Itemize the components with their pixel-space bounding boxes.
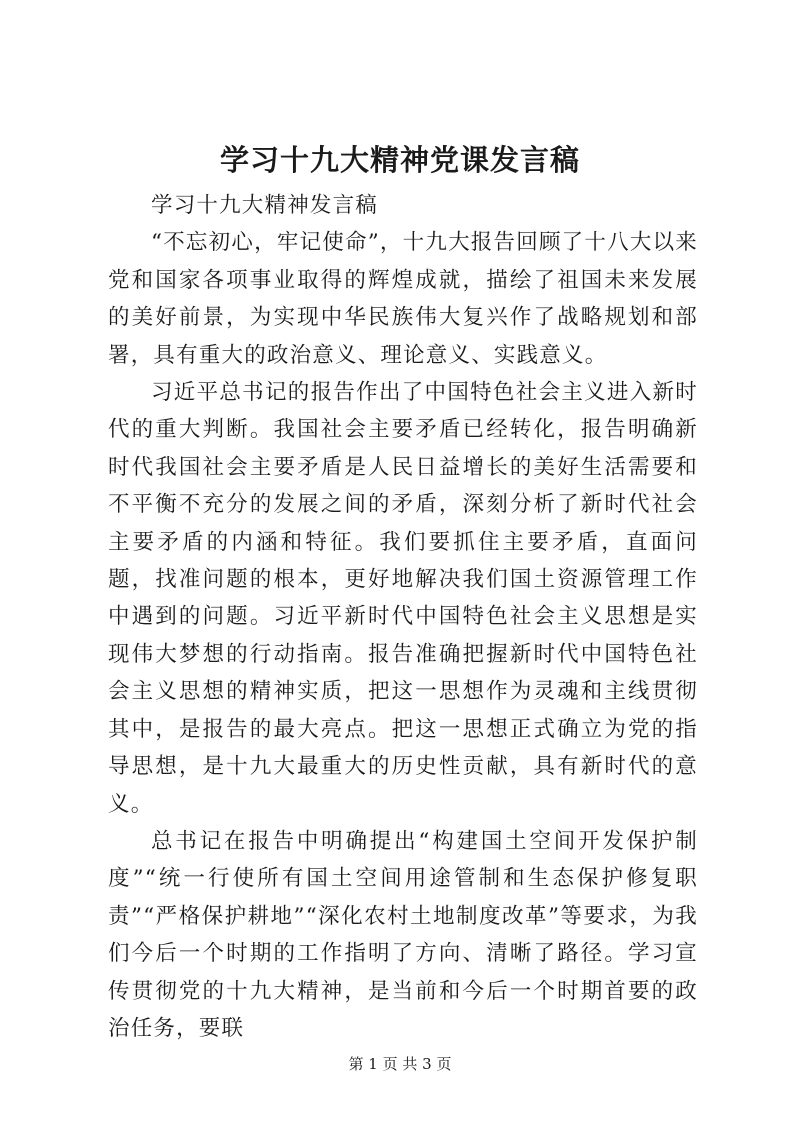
page-title: 学习十九大精神党课发言稿 xyxy=(219,143,580,177)
body-paragraph: 习近平总书记的报告作出了中国特色社会主义进入新时代的重大判断。我国社会主要矛盾已经转化，报告明确新时代我国社会主要矛盾是人民日益增长的美好生活需要和不平衡不充分的发展之间的矛盾，深刻分析了新时代社会主要矛盾的内涵和特征。我们要抓住主要矛盾，直面问题，找准问题的根本，更好地解决我们国土资源管理工作中遇到的问题。习近平新时代中国特色社会主义思想是实现伟大梦想的行动指南。报告准确把握新时代中国特色社会主义思想的精神实质，把这一思想作为灵魂和主线贯彻其中，是报告的最大亮点。把这一思想正式确立为党的指导思想，是十九大最重大的历史性贡献，具有新时代的意义。 xyxy=(108,380,698,817)
subtitle-paragraph: 学习十九大精神发言稿 xyxy=(151,193,379,218)
body-paragraph: 总书记在报告中明确提出“构建国土空间开发保护制度”“统一行使所有国土空间用途管制和生态保护修复职责”“严格保护耕地”“深化农村土地制度改革”等要求，为我们今后一个时期的工作指明了方向、清晰了路径。学习宣传贯彻党的十九大精神，是当前和今后一个时期首要的政治任务，要联 xyxy=(108,828,698,1041)
body-paragraph: “不忘初心，牢记使命”，十九大报告回顾了十八大以来党和国家各项事业取得的辉煌成就，描绘了祖国未来发展的美好前景，为实现中华民族伟大复兴作了战略规划和部署，具有重大的政治意义、理论意义、实践意义。 xyxy=(108,230,698,368)
document-body xyxy=(108,187,698,1047)
page-number-footer: 第 1 页 共 3 页 xyxy=(348,1055,452,1073)
